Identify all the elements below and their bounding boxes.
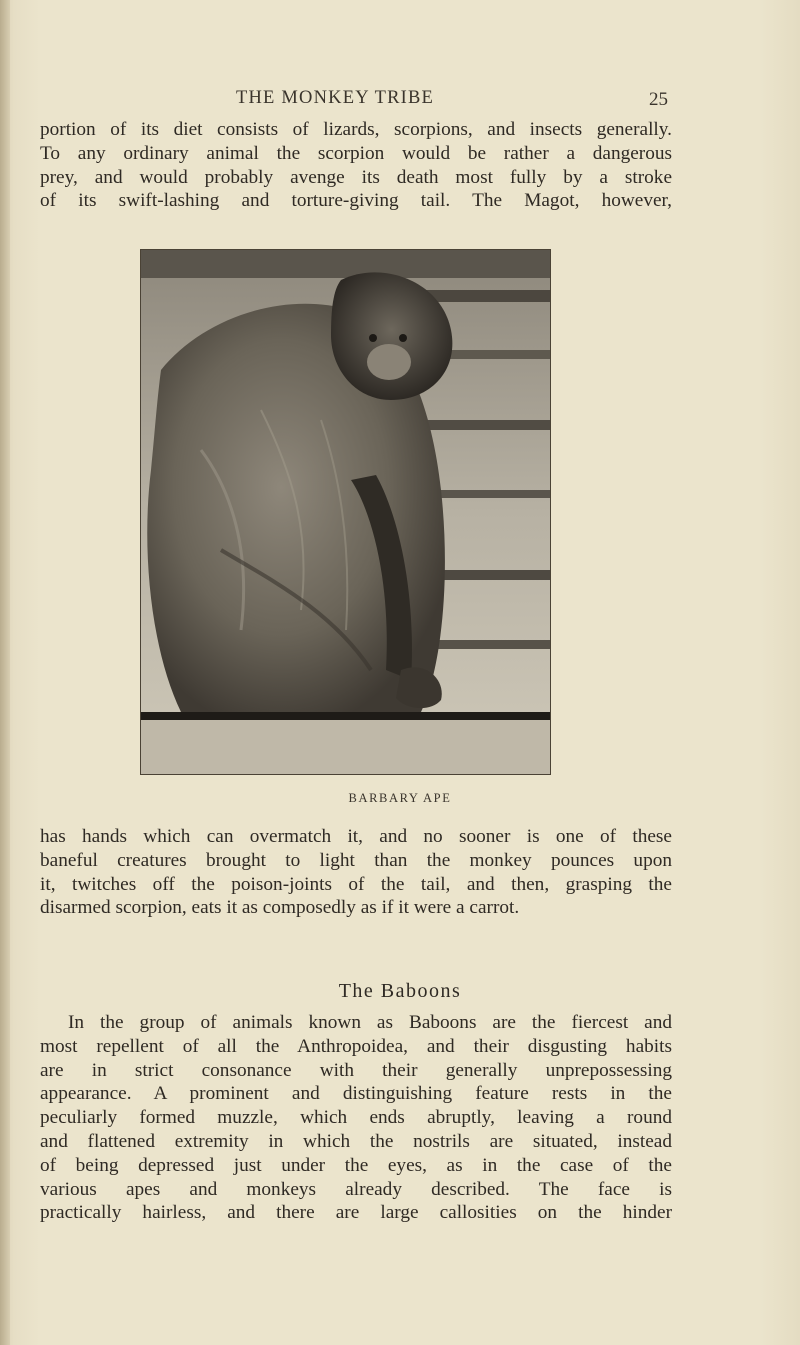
paragraph-intro <box>40 118 672 213</box>
paragraph-magot <box>40 825 672 920</box>
figure-caption: BARBARY APE <box>348 791 452 805</box>
text-line: baneful creatures brought to light than the monkey pounces upon <box>40 849 672 871</box>
text-line: disarmed scorpion, eats it as composedly as if it were a carrot. <box>40 897 520 919</box>
text-line: and flattened extremity in which the nostrils are situated, instead <box>40 1130 672 1152</box>
text-line: of its swift-lashing and torture-giving tail. The Magot, however, <box>40 190 672 212</box>
paragraph-baboons <box>40 1011 672 1225</box>
text-line: are in strict consonance with their generally unprepossessing <box>40 1059 672 1081</box>
section-heading: The Baboons <box>338 980 462 1002</box>
text-line: In the group of animals known as Baboons are the fiercest and <box>68 1012 672 1033</box>
text-line: has hands which can overmatch it, and no sooner is one of these <box>40 826 672 847</box>
text-line: peculiarly formed muzzle, which ends abruptly, leaving a round <box>40 1107 672 1129</box>
running-title: THE MONKEY TRIBE <box>236 88 435 108</box>
text-line: of being depressed just under the eyes, as in the case of the <box>40 1154 672 1176</box>
text-line: practically hairless, and there are large callosities on the hinder <box>40 1202 672 1224</box>
text-line: To any ordinary animal the scorpion would be rather a dangerous <box>40 142 672 164</box>
text-line: most repellent of all the Anthropoidea, and their disgusting habits <box>40 1035 672 1057</box>
text-line: prey, and would probably avenge its death most fully by a stroke <box>40 166 672 188</box>
text-line: various apes and monkeys already described. The face is <box>40 1178 672 1200</box>
page-binding-edge <box>0 0 10 1345</box>
text-line: portion of its diet consists of lizards, scorpions, and insects generally. <box>40 119 672 140</box>
page-number: 25 <box>649 89 668 110</box>
text-line: appearance. A prominent and distinguishing feature rests in the <box>40 1083 672 1105</box>
text-line: it, twitches off the poison-joints of the tail, and then, grasping the <box>40 873 672 895</box>
barbary-ape-photograph <box>140 249 551 775</box>
running-header <box>0 88 800 112</box>
